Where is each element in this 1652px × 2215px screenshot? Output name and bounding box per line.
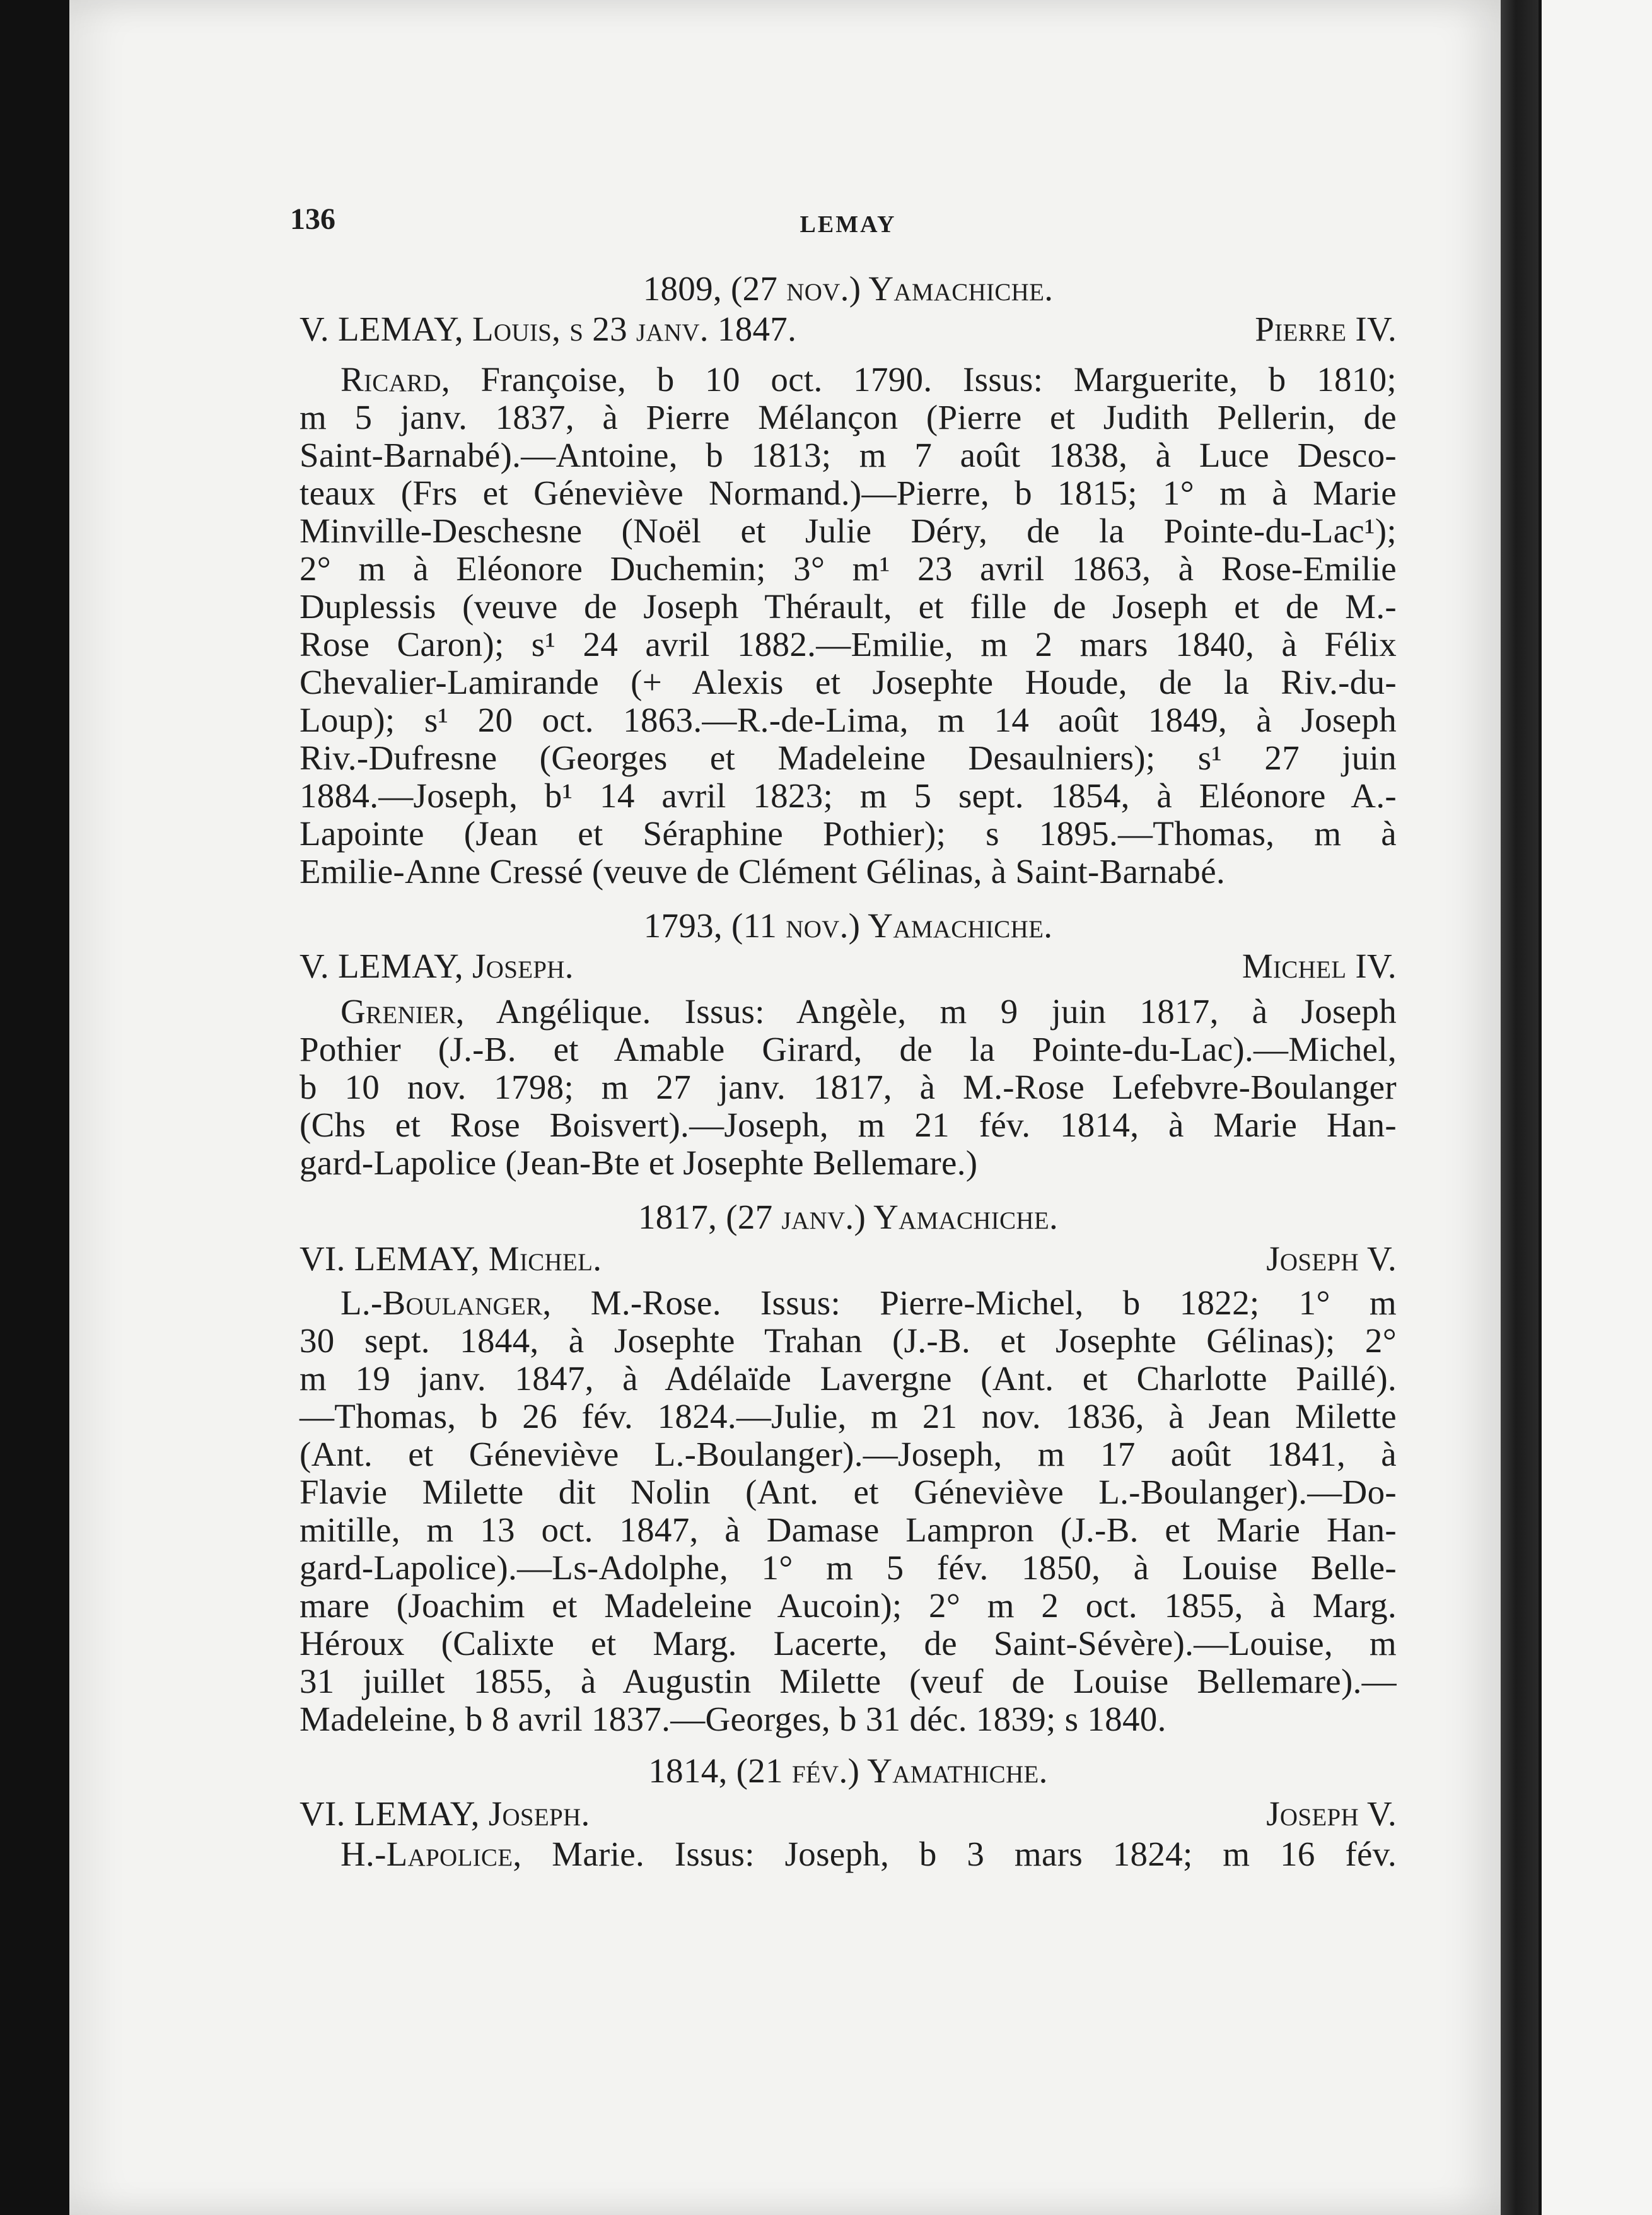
running-title: LEMAY: [800, 211, 897, 238]
body-line: Rose Caron); s¹ 24 avril 1882.—Emilie, m 2 mars 1840, à Félix: [300, 625, 1397, 663]
body-line: 1884.—Joseph, b¹ 14 avril 1823; m 5 sept. 1854, à Eléonore A.-: [300, 776, 1397, 815]
body-line: Saint-Barnabé).—Antoine, b 1813; m 7 août 1838, à Luce Desco-: [300, 436, 1397, 474]
parent-ref: Joseph V.: [1266, 1794, 1397, 1833]
body-line: Ricard, Françoise, b 10 oct. 1790. Issus: Marguerite, b 1810;: [340, 360, 1397, 399]
body-line: mare (Joachim et Madeleine Aucoin); 2° m 2 oct. 1855, à Marg.: [300, 1586, 1397, 1625]
body-line: Loup); s¹ 20 oct. 1863.—R.-de-Lima, m 14 août 1849, à Joseph: [300, 701, 1397, 739]
body-line: —Thomas, b 26 fév. 1824.—Julie, m 21 nov. 1836, à Jean Milette: [300, 1397, 1397, 1435]
scan-left-border: [0, 0, 69, 2215]
body-line: Chevalier-Lamirande (+ Alexis et Josephte Houde, de la Riv.-du-: [300, 663, 1397, 701]
entry-body: [300, 1835, 1397, 1873]
body-line: L.-Boulanger, M.-Rose. Issus: Pierre-Michel, b 1822; 1° m: [340, 1283, 1397, 1322]
entry-body: [300, 1284, 1397, 1738]
body-line: b 10 nov. 1798; m 27 janv. 1817, à M.-Rose Lefebvre-Boulanger: [300, 1068, 1397, 1106]
running-head: [290, 201, 1397, 238]
generation: V. LEMAY,: [300, 310, 473, 348]
entry-heading: [300, 947, 1397, 986]
parent-ref: Michel IV.: [1242, 947, 1397, 985]
body-line: (Chs et Rose Boisvert).—Joseph, m 21 fév. 1814, à Marie Han-: [300, 1106, 1397, 1144]
entry-date-line: 1814, (21 fév.) Yamathiche.: [648, 1751, 1048, 1790]
entry-date-line: 1817, (27 janv.) Yamachiche.: [637, 1198, 1059, 1236]
body-line: (Ant. et Géneviève L.-Boulanger).—Joseph, m 17 août 1841, à: [300, 1435, 1397, 1473]
generation: V. LEMAY,: [300, 947, 473, 985]
body-line: gard-Lapolice).—Ls-Adolphe, 1° m 5 fév. 1850, à Louise Belle-: [300, 1548, 1397, 1587]
body-line: Grenier, Angélique. Issus: Angèle, m 9 juin 1817, à Joseph: [340, 992, 1397, 1031]
person-name: Louis, s 23 janv. 1847.: [472, 310, 797, 348]
person-name: Michel.: [488, 1239, 602, 1278]
entry-body: [300, 993, 1397, 1182]
body-line: Duplessis (veuve de Joseph Thérault, et fille de Joseph et de M.-: [300, 587, 1397, 626]
body-line: Madeleine, b 8 avril 1837.—Georges, b 31 déc. 1839; s 1840.: [300, 1700, 1166, 1738]
person-name: Joseph.: [472, 947, 574, 985]
entry-heading: [300, 1795, 1397, 1834]
body-line: 30 sept. 1844, à Josephte Trahan (J.-B. et Josephte Gélinas); 2°: [300, 1321, 1397, 1360]
body-line: Emilie-Anne Cressé (veuve de Clément Gélinas, à Saint-Barnabé.: [300, 852, 1225, 891]
parent-ref: Pierre IV.: [1255, 310, 1397, 348]
body-line: teaux (Frs et Géneviève Normand.)—Pierre, b 1815; 1° m à Marie: [300, 474, 1397, 512]
parent-ref: Joseph V.: [1266, 1239, 1397, 1278]
generation: VI. LEMAY,: [300, 1239, 489, 1278]
body-line: Flavie Milette dit Nolin (Ant. et Géneviève L.-Boulanger).—Do-: [300, 1473, 1397, 1511]
entry-body: [300, 361, 1397, 891]
person-name: Joseph.: [488, 1794, 590, 1833]
book-spine: [1501, 0, 1539, 2215]
page-number: 136: [290, 202, 335, 236]
entry-heading: [300, 310, 1397, 349]
body-line: H.-Lapolice, Marie. Issus: Joseph, b 3 mars 1824; m 16 fév.: [340, 1835, 1397, 1873]
body-line: 31 juillet 1855, à Augustin Milette (veuf de Louise Bellemare).—: [300, 1662, 1397, 1700]
entry-date-line: 1809, (27 nov.) Yamachiche.: [643, 269, 1054, 308]
body-line: Lapointe (Jean et Séraphine Pothier); s 1895.—Thomas, m à: [300, 814, 1397, 853]
body-line: gard-Lapolice (Jean-Bte et Josephte Bellemare.): [300, 1143, 978, 1182]
body-line: Minville-Deschesne (Noël et Julie Déry, de la Pointe-du-Lac¹);: [300, 511, 1397, 550]
body-line: 2° m à Eléonore Duchemin; 3° m¹ 23 avril 1863, à Rose-Emilie: [300, 549, 1397, 588]
body-line: Héroux (Calixte et Marg. Lacerte, de Saint-Sévère).—Louise, m: [300, 1624, 1397, 1663]
facing-page-edge: [1542, 0, 1652, 2215]
body-line: mitille, m 13 oct. 1847, à Damase Lampron (J.-B. et Marie Han-: [300, 1511, 1397, 1549]
generation: VI. LEMAY,: [300, 1794, 489, 1833]
entry-heading: [300, 1240, 1397, 1279]
entry-date-line: 1793, (11 nov.) Yamachiche.: [643, 906, 1053, 945]
body-line: m 5 janv. 1837, à Pierre Mélançon (Pierre et Judith Pellerin, de: [300, 398, 1397, 436]
body-line: Pothier (J.-B. et Amable Girard, de la Pointe-du-Lac).—Michel,: [300, 1030, 1397, 1068]
body-line: Riv.-Dufresne (Georges et Madeleine Desaulniers); s¹ 27 juin: [300, 739, 1397, 777]
body-line: m 19 janv. 1847, à Adélaïde Lavergne (Ant. et Charlotte Paillé).: [300, 1359, 1397, 1398]
